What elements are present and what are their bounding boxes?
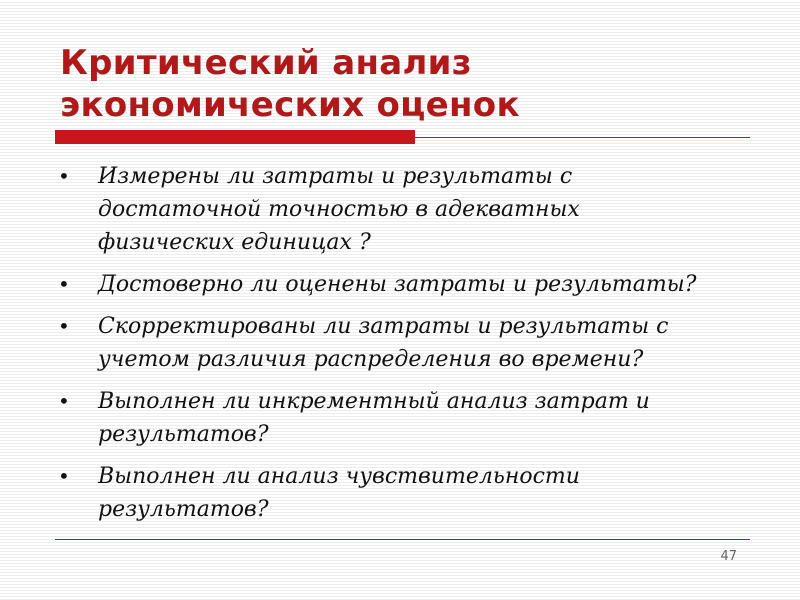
page-number: 47 [720,549,737,564]
bullet-text-line: результатов? [98,422,269,447]
bullet-icon: • [58,314,70,338]
slide-title-line-2: экономических оценок [60,85,520,125]
bullet-item [55,310,755,376]
bullet-icon: • [58,164,70,188]
bullet-text-line: Выполнен ли анализ чувствительности [98,464,580,489]
bullet-item [55,385,755,451]
bullet-text-line: Скорректированы ли затраты и результаты с [98,314,669,339]
bullet-item [55,160,755,259]
bullet-item [55,268,755,301]
bullet-text-line: результатов? [98,497,269,522]
bullet-icon: • [58,389,70,413]
slide-title [60,42,760,126]
bullet-text-line: физических единицах ? [98,230,371,255]
bullet-text-line: Измерены ли затраты и результаты с [98,164,573,189]
bullet-icon: • [58,464,70,488]
slide-title-line-1: Критический анализ [60,43,472,83]
bullet-text-line: достаточной точностью в адекватных [98,197,580,222]
bullet-icon: • [58,272,70,296]
footer-rule [55,539,750,540]
bullet-item [55,460,755,526]
bullet-text-line: учетом различия распределения во времени? [98,347,644,372]
bullet-text-line: Достоверно ли оценены затраты и результаты? [98,272,697,297]
title-underline-rule [55,137,750,138]
bullet-list [55,160,755,535]
bullet-text-line: Выполнен ли инкрементный анализ затрат и [98,389,650,414]
